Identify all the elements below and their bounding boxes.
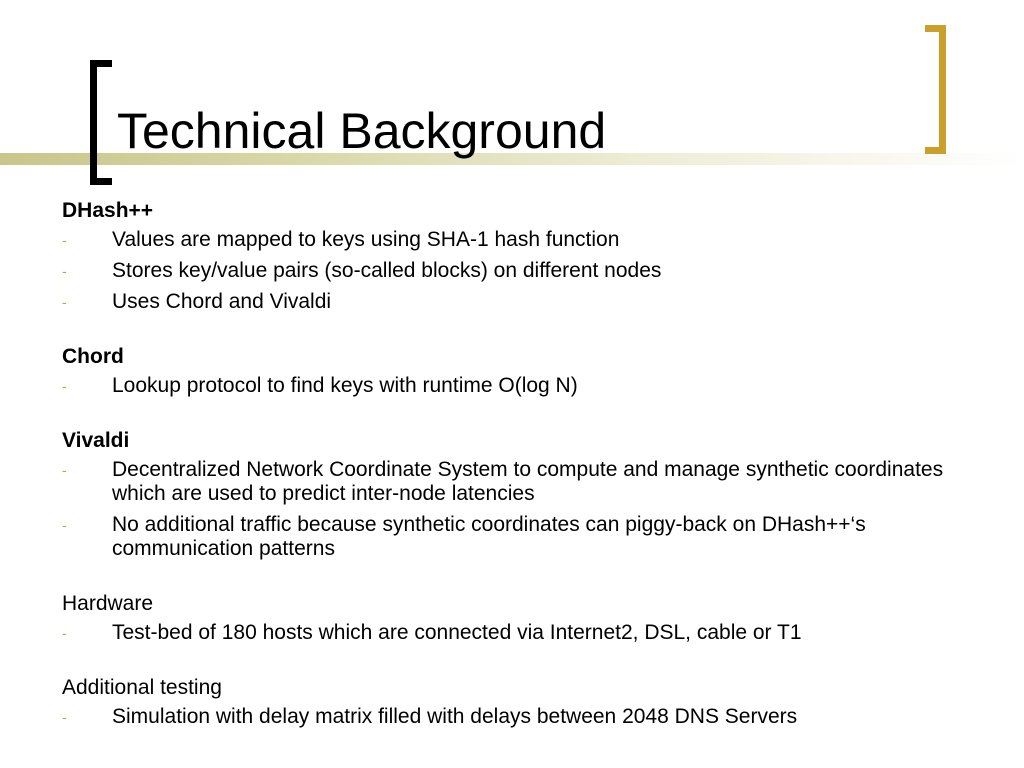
slide-title: Technical Background xyxy=(117,103,607,159)
list-item xyxy=(62,621,1002,645)
list-item-text: Simulation with delay matrix filled with delays between 2048 DNS Servers xyxy=(112,705,798,728)
dash-bullet-icon: - xyxy=(62,294,67,310)
section-heading: Chord xyxy=(62,345,124,368)
list-item-text: Stores key/value pairs (so-called blocks) on different nodes xyxy=(112,259,662,282)
slide-content xyxy=(62,197,1002,729)
list-item-text: Lookup protocol to find keys with runtime O(log N) xyxy=(112,374,578,397)
dash-bullet-icon: - xyxy=(62,378,67,394)
dash-bullet-icon: - xyxy=(62,462,67,478)
dash-bullet-icon: - xyxy=(62,517,67,533)
dash-bullet-icon: - xyxy=(62,232,67,248)
list-item xyxy=(62,513,1002,561)
section-vivaldi xyxy=(62,427,1002,561)
dash-bullet-icon: - xyxy=(62,263,67,279)
list-item-text: Uses Chord and Vivaldi xyxy=(112,290,332,313)
section-heading: Hardware xyxy=(62,592,154,615)
list-item xyxy=(62,458,1002,506)
dash-bullet-icon: - xyxy=(62,625,67,641)
section-dhash xyxy=(62,197,1002,314)
list-item xyxy=(62,374,1002,398)
section-heading: DHash++ xyxy=(62,199,154,222)
dash-bullet-icon: - xyxy=(62,709,67,725)
section-hardware xyxy=(62,590,1002,645)
list-item-text: Decentralized Network Coordinate System to compute and manage synthetic coordinates which are used to predict inter-node latencies xyxy=(112,458,944,505)
list-item xyxy=(62,705,1002,729)
section-heading: Vivaldi xyxy=(62,429,130,452)
list-item-text: Test-bed of 180 hosts which are connected via Internet2, DSL, cable or T1 xyxy=(112,621,802,644)
section-heading: Additional testing xyxy=(62,676,222,699)
section-additional-testing xyxy=(62,674,1002,729)
list-item xyxy=(62,259,1002,283)
list-item xyxy=(62,290,1002,314)
section-chord xyxy=(62,343,1002,398)
right-bracket-decoration xyxy=(925,25,946,154)
list-item-text: No additional traffic because synthetic coordinates can piggy-back on DHash++‘s communication patterns xyxy=(112,513,866,560)
list-item-text: Values are mapped to keys using SHA-1 hash function xyxy=(112,228,620,251)
list-item xyxy=(62,228,1002,252)
left-bracket-decoration xyxy=(90,60,112,185)
